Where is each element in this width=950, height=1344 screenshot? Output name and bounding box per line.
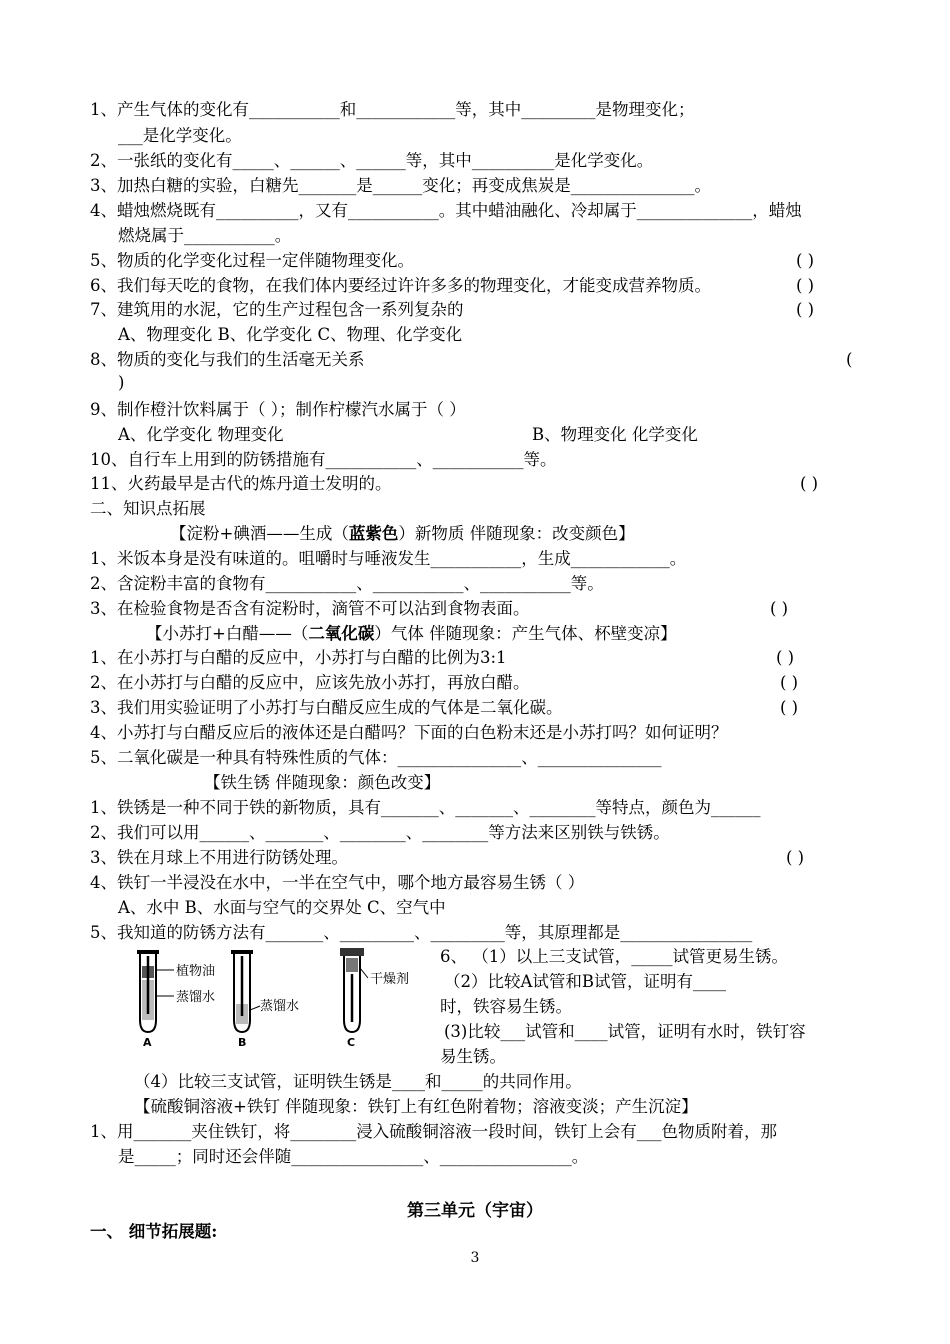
starch-topic-heading: 【淀粉+碘酒——生成（蓝紫色）新物质 伴随现象：改变颜色】 (170, 524, 635, 543)
test-tube-b (231, 950, 260, 1032)
starch-q2: 2、含淀粉丰富的食物有___________、___________、___________等。 (90, 574, 604, 593)
label-tube-b: B (238, 1036, 247, 1048)
label-distilled-water-a: 蒸馏水 (176, 990, 216, 1005)
unit-title: 第三单元（宇宙） (407, 1201, 543, 1221)
q8-answer-paren-close: ) (118, 373, 125, 392)
q9-option-b: B、物理变化 化学变化 (532, 425, 698, 444)
rust-q6-part3-line1: (3)比较___试管和____试管，证明有水时，铁钉容 (444, 1022, 806, 1041)
q8: 8、物质的变化与我们的生活毫无关系 (90, 350, 365, 369)
q7-options: A、物理变化 B、化学变化 C、物理、化学变化 (118, 325, 463, 344)
rust-q4-options: A、水中 B、水面与空气的交界处 C、空气中 (118, 898, 446, 917)
label-desiccant: 干燥剂 (370, 972, 410, 987)
q2: 2、一张纸的变化有_____、______、______等，其中__________是化学变化。 (90, 151, 654, 170)
copper-q1-line2: 是_____；同时还会伴随________________、________________。 (118, 1147, 589, 1166)
soda-q3-answer-paren: ( ) (780, 698, 799, 717)
soda-q4: 4、小苏打与白醋反应后的液体还是白醋吗？下面的白色粉末还是小苏打吗？如何证明？ (90, 723, 728, 742)
subheading: 一、 细节拓展题: (90, 1222, 218, 1241)
starch-q3-answer-paren: ( ) (770, 599, 789, 618)
rust-q6-part2-line2: 时，铁容易生锈。 (440, 997, 572, 1016)
label-distilled-water-b: 蒸馏水 (260, 999, 300, 1014)
page-number: 3 (470, 1250, 480, 1266)
rust-topic-heading: 【铁生锈 伴随现象：颜色改变】 (204, 773, 441, 792)
soda-topic-heading: 【小苏打+白醋——（二氧化碳）气体 伴随现象：产生气体、杯壁变凉】 (146, 624, 677, 643)
copper-q1-line1: 1、用_______夹住铁钉，将________浸入硫酸铜溶液一段时间，铁钉上会有___色物质附着，那 (90, 1122, 777, 1141)
test-tube-c (340, 948, 368, 1032)
starch-q1: 1、米饭本身是没有味道的。咀嚼时与唾液发生___________，生成____________。 (90, 549, 687, 568)
rust-q6-part1: 6、 （1）以上三支试管，_____试管更易生锈。 (440, 947, 788, 966)
section-heading-2: 二、知识点拓展 (90, 499, 206, 518)
q7: 7、建筑用的水泥，它的生产过程包含一系列复杂的 (90, 300, 464, 319)
q1-line2: ___是化学变化。 (118, 126, 242, 145)
q11-answer-paren: ( ) (800, 474, 819, 493)
q4-line2: 燃烧属于___________。 (118, 226, 292, 245)
label-tube-c: C (347, 1036, 356, 1048)
q10: 10、自行车上用到的防锈措施有___________、___________等。 (90, 450, 557, 469)
q1-line1: 1、产生气体的变化有___________和____________等，其中_________是物理变化； (90, 100, 695, 119)
soda-topic-highlight: 二氧化碳 (308, 624, 375, 643)
q9-option-a: A、化学变化 物理变化 (118, 425, 284, 444)
soda-q5: 5、二氧化碳是一种具有特殊性质的气体：_______________、_______________ (90, 748, 662, 767)
soda-q1-answer-paren: ( ) (776, 648, 795, 667)
q7-answer-paren: ( ) (796, 300, 815, 319)
copper-topic-heading: 【硫酸铜溶液+铁钉 伴随现象：铁钉上有红色附着物；溶液变淡；产生沉淀】 (134, 1097, 698, 1116)
rust-q4: 4、铁钉一半浸没在水中，一半在空气中，哪个地方最容易生锈（ ） (90, 873, 585, 892)
soda-q2: 2、在小苏打与白醋的反应中，应该先放小苏打，再放白醋。 (90, 673, 530, 692)
q9: 9、制作橙汁饮料属于（ ）；制作柠檬汽水属于（ ） (90, 400, 466, 419)
label-tube-a: A (143, 1036, 152, 1048)
rust-q1: 1、铁锈是一种不同于铁的新物质，具有_______、_______、________等特点，颜色为______ (90, 798, 761, 817)
test-tube-figure (126, 946, 432, 1048)
starch-q3: 3、在检验食物是否含有淀粉时，滴管不可以沾到食物表面。 (90, 599, 530, 618)
soda-q2-answer-paren: ( ) (780, 673, 799, 692)
rust-q3-answer-paren: ( ) (786, 848, 805, 867)
q8-answer-paren-open: ( (846, 350, 853, 369)
starch-topic-highlight: 蓝紫色 (348, 524, 399, 543)
soda-q3: 3、我们用实验证明了小苏打与白醋反应生成的气体是二氧化碳。 (90, 698, 563, 717)
label-vegetable-oil: 植物油 (176, 964, 216, 979)
soda-q1: 1、在小苏打与白醋的反应中，小苏打与白醋的比例为3:1 (90, 648, 507, 667)
q5: 5、物质的化学变化过程一定伴随物理变化。 (90, 251, 414, 270)
q4-line1: 4、蜡烛燃烧既有__________，又有___________。其中蜡油融化、冷却属于______________，蜡烛 (90, 201, 802, 220)
rust-q6-part2-line1: （2）比较A试管和B试管，证明有____ (444, 972, 727, 991)
rust-q2: 2、我们可以用______、_______、________、________等方法来区别铁与铁锈。 (90, 823, 670, 842)
rust-q3: 3、铁在月球上不用进行防锈处理。 (90, 848, 348, 867)
q5-answer-paren: ( ) (796, 251, 815, 270)
q11: 11、火药最早是古代的炼丹道士发明的。 (90, 474, 392, 493)
rust-q5: 5、我知道的防锈方法有_______、_________、_________等，其原理都是________________ (90, 923, 753, 942)
rust-q6-part4: （4）比较三支试管，证明铁生锈是____和_____的共同作用。 (134, 1072, 582, 1091)
q3: 3、加热白糖的实验，白糖先_______是______变化；再变成焦炭是_______________。 (90, 176, 711, 195)
test-tube-a (137, 950, 174, 1032)
q6: 6、我们每天吃的食物，在我们体内要经过许许多多的物理变化，才能变成营养物质。 (90, 276, 711, 295)
rust-q6-part3-line2: 易生锈。 (440, 1047, 506, 1066)
q6-answer-paren: ( ) (796, 276, 815, 295)
